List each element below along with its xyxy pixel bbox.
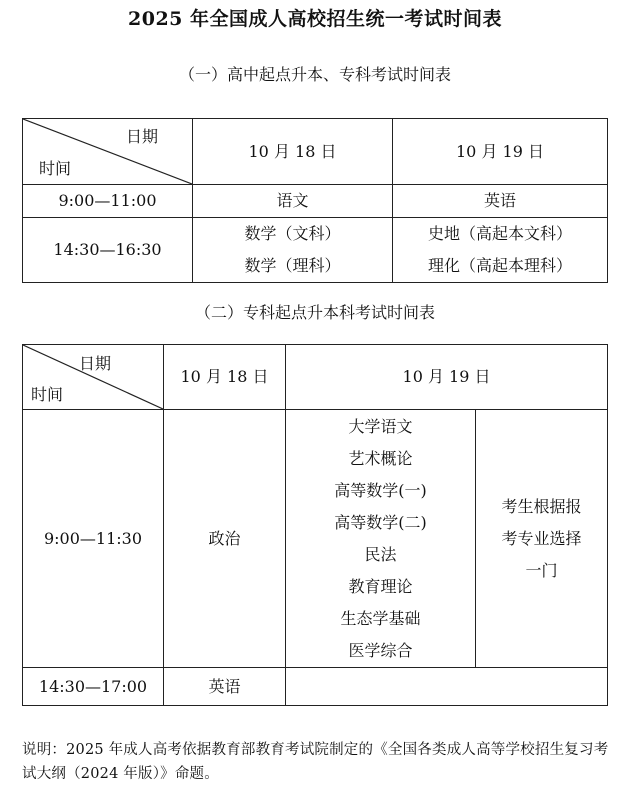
- selection-note-line: 考专业选择: [501, 528, 582, 548]
- selection-note-cell: [476, 410, 608, 668]
- subject-item: 艺术概论: [348, 448, 413, 468]
- subject-cell: [193, 218, 393, 283]
- corner-date-label: 日期: [79, 354, 112, 373]
- empty-cell: [286, 668, 608, 706]
- time-cell: 9:00—11:00: [23, 185, 193, 218]
- subject-item: 教育理论: [348, 576, 413, 596]
- subject-item: 史地（高起本文科）: [427, 224, 572, 243]
- time-cell: 9:00—11:30: [23, 410, 164, 668]
- corner-header-cell: [23, 119, 193, 185]
- subject-cell: 英语: [393, 185, 608, 218]
- section2-heading: （二）专科起点升本科考试时间表: [194, 303, 435, 322]
- date-header: 10 月 18 日: [193, 119, 393, 185]
- corner-header-cell: [23, 345, 164, 410]
- selection-note-line: 考生根据报: [501, 496, 582, 516]
- section1-heading: （一）高中起点升本、专科考试时间表: [178, 65, 451, 84]
- subject-list-cell: [286, 410, 476, 668]
- subject-cell: [393, 218, 608, 283]
- subject-item: 民法: [364, 544, 397, 564]
- subject-cell: 政治: [164, 410, 286, 668]
- corner-time-label: 时间: [31, 385, 64, 404]
- footnote: 说明：2025 年成人高考依据教育部教育考试院制定的《全国各类成人高等学校招生复习考试大纲（2024 年版）》命题。: [22, 742, 609, 782]
- page-title: 2025 年全国成人高校招生统一考试时间表: [128, 8, 502, 30]
- subject-item: 高等数学(二): [334, 512, 427, 532]
- time-cell: 14:30—16:30: [23, 218, 193, 283]
- corner-date-label: 日期: [125, 127, 158, 146]
- subject-item: 高等数学(一): [334, 480, 427, 500]
- time-cell: 14:30—17:00: [23, 668, 164, 706]
- subject-item: 理化（高起本理科）: [427, 256, 572, 275]
- subject-item: 数学（理科）: [244, 256, 341, 275]
- date-header: 10 月 19 日: [286, 345, 608, 410]
- subject-cell: 语文: [193, 185, 393, 218]
- subject-item: 数学（文科）: [244, 224, 341, 243]
- date-header: 10 月 19 日: [393, 119, 608, 185]
- schedule-table-2: [22, 344, 608, 706]
- corner-time-label: 时间: [39, 159, 72, 178]
- date-header: 10 月 18 日: [164, 345, 286, 410]
- subject-cell: 英语: [164, 668, 286, 706]
- schedule-table-1: [22, 118, 608, 283]
- selection-note-line: 一门: [525, 560, 558, 580]
- subject-item: 生态学基础: [340, 608, 421, 628]
- subject-item: 大学语文: [348, 416, 413, 436]
- subject-item: 医学综合: [348, 640, 413, 660]
